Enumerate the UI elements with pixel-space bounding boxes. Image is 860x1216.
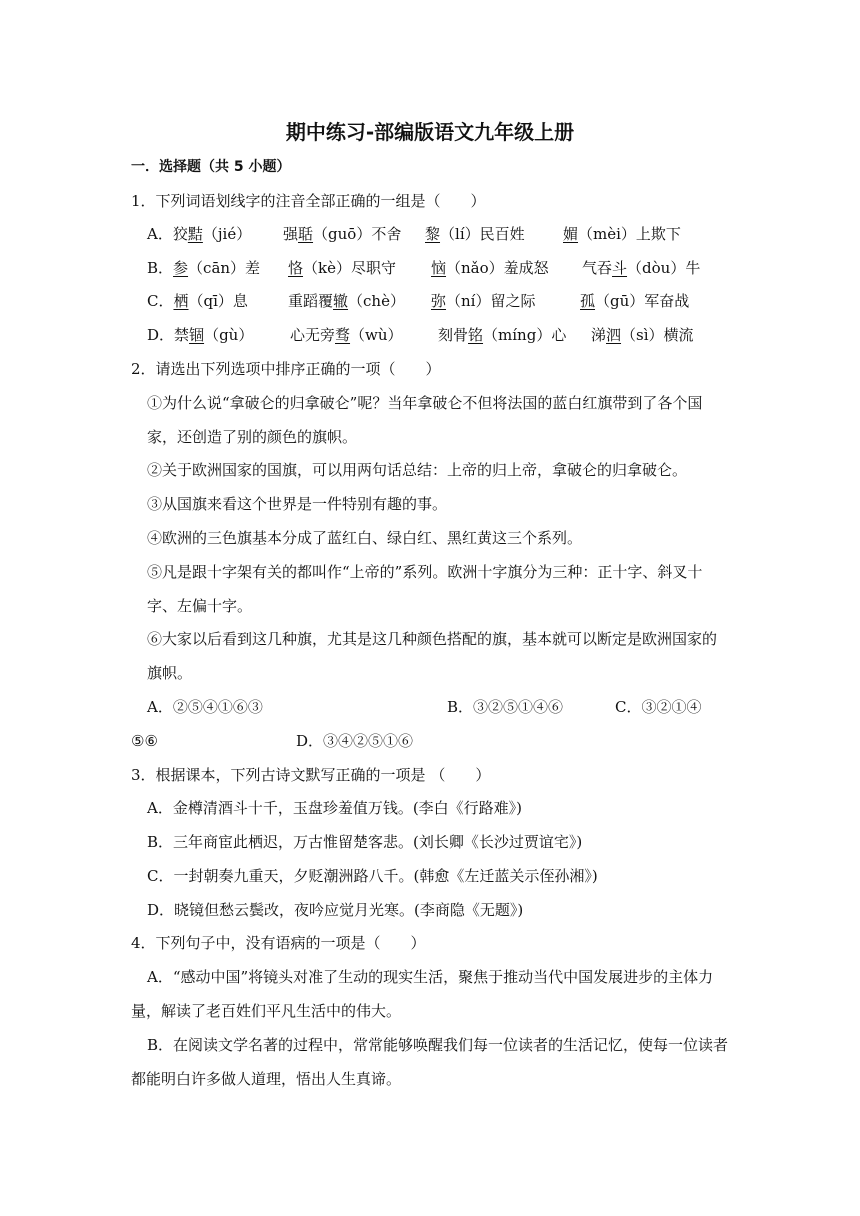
question-1-stem: 1．下列词语划线字的注音全部正确的一组是（ ）: [131, 192, 486, 210]
q2-sentence-6-cont: 旗帜。: [147, 664, 193, 682]
q4-option-b-cont: 都能明白许多做人道理，悟出人生真谛。: [131, 1070, 402, 1088]
q1-option-b: B．参（cān）差: [147, 259, 261, 277]
q2-sentence-3: ③从国旗来看这个世界是一件特别有趣的事。: [147, 495, 448, 513]
q2-option-c: C．③②①④: [615, 698, 702, 716]
q4-option-b: B．在阅读文学名著的过程中，常常能够唤醒我们每一位读者的生活记忆，使每一位读者: [147, 1036, 729, 1054]
q2-sentence-4: ④欧洲的三色旗基本分成了蓝红白、绿白红、黑红黄这三个系列。: [147, 529, 583, 547]
q2-option-c-cont: ⑤⑥: [131, 732, 158, 750]
q2-option-b: B．③②⑤①④⑥: [447, 698, 564, 716]
page-title: 期中练习-部编版语文九年级上册: [285, 120, 575, 144]
q3-option-b: B．三年商宦此栖迟，万古惟留楚客悲。(刘长卿《长沙过贾谊宅》): [147, 833, 583, 851]
q3-option-c: C．一封朝奏九重天，夕贬潮洲路八千。(韩愈《左迁蓝关示侄孙湘》): [147, 867, 598, 885]
question-4-stem: 4．下列句子中，没有语病的一项是（ ）: [131, 934, 426, 952]
q3-option-a: A．金樽清酒斗十千，玉盘珍羞值万钱。(李白《行路难》): [147, 799, 523, 817]
q1-option-d: D．禁锢（gù）: [147, 326, 254, 344]
q2-sentence-5-cont: 字、左偏十字。: [147, 597, 253, 615]
q2-sentence-1: ①为什么说“拿破仑的归拿破仑”呢？当年拿破仑不但将法国的蓝白红旗带到了各个国: [147, 394, 703, 412]
q2-sentence-6: ⑥大家以后看到这几种旗，尤其是这几种颜色搭配的旗，基本就可以断定是欧洲国家的: [147, 630, 718, 648]
q4-option-a: A．“感动中国”将镜头对准了生动的现实生活，聚焦于推动当代中国发展进步的主体力: [147, 968, 714, 986]
q3-option-d: D．晓镜但愁云鬓改，夜吟应觉月光寒。(李商隐《无题》): [147, 901, 524, 919]
q2-sentence-1-cont: 家，还创造了别的颜色的旗帜。: [147, 428, 358, 446]
q1-option-a: A．狡黠（jié）: [147, 225, 252, 243]
q4-option-a-cont: 量，解读了老百姓们平凡生活中的伟大。: [131, 1002, 402, 1020]
q2-sentence-5: ⑤凡是跟十字架有关的都叫作“上帝的”系列。欧洲十字旗分为三种：正十字、斜叉十: [147, 563, 703, 581]
question-2-stem: 2．请选出下列选项中排序正确的一项（ ）: [131, 360, 441, 378]
q2-option-d: D．③④②⑤①⑥: [296, 732, 414, 750]
q1-option-c: C．栖（qī）息: [147, 292, 248, 310]
section-heading: 一．选择题（共 5 小题）: [131, 159, 291, 175]
q2-sentence-2: ②关于欧洲国家的国旗，可以用两句话总结：上帝的归上帝，拿破仑的归拿破仑。: [147, 461, 688, 479]
q2-option-a: A．②⑤④①⑥③: [147, 698, 263, 716]
question-3-stem: 3．根据课本，下列古诗文默写正确的一项是 （ ）: [131, 766, 491, 784]
